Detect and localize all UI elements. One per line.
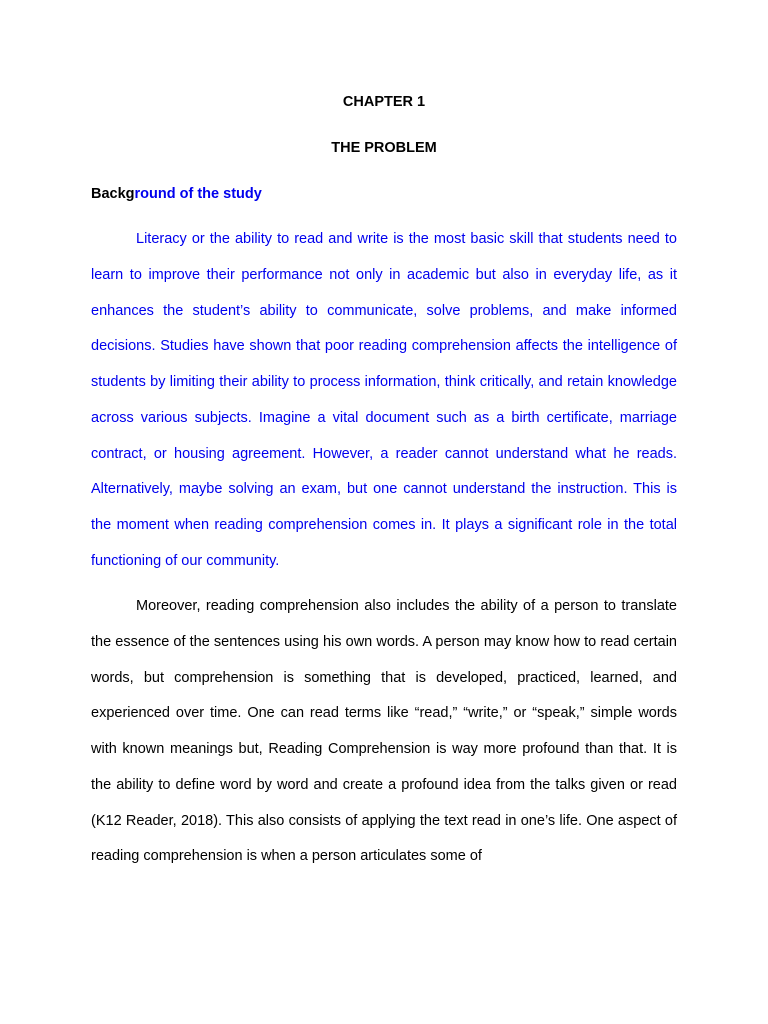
chapter-number: CHAPTER 1 bbox=[342, 94, 426, 110]
section-heading bbox=[91, 185, 262, 203]
paragraph-background: Literacy or the ability to read and write is the most basic skill that students need to learn to improve their performance not only in academic but also in everyday life, as it enhances the student’s ability to communicate, solve problems, and make informed decisions. Studies have shown that poor reading comprehension affects the intelligence of students by limiting their ability to process information, think critically, and retain knowledge across various subjects. Imagine a vital document such as a birth certificate, marriage contract, or housing agreement. However, a reader cannot understand what he reads. Alternatively, maybe solving an exam, but one cannot understand the instruction. This is the moment when reading comprehension comes in. It plays a significant role in the total functioning of our community. bbox=[91, 231, 677, 569]
chapter-title: THE PROBLEM bbox=[331, 140, 437, 156]
paragraph-moreover: Moreover, reading comprehension also includes the ability of a person to translate the essence of the sentences using his own words. A person may know how to read certain words, but comprehension is something that is developed, practiced, learned, and experienced over time. One can read terms like “read,” “write,” or “speak,” simple words with known meanings but, Reading Comprehension is way more profound than that. It is the ability to define word by word and create a profound idea from the talks given or read (K12 Reader, 2018). This also consists of applying the text read in one’s life. One aspect of reading comprehension is when a person articulates some of bbox=[91, 598, 677, 865]
section-heading-black-part: Backg bbox=[91, 186, 135, 202]
section-heading-blue-part: round of the study bbox=[134, 186, 262, 202]
